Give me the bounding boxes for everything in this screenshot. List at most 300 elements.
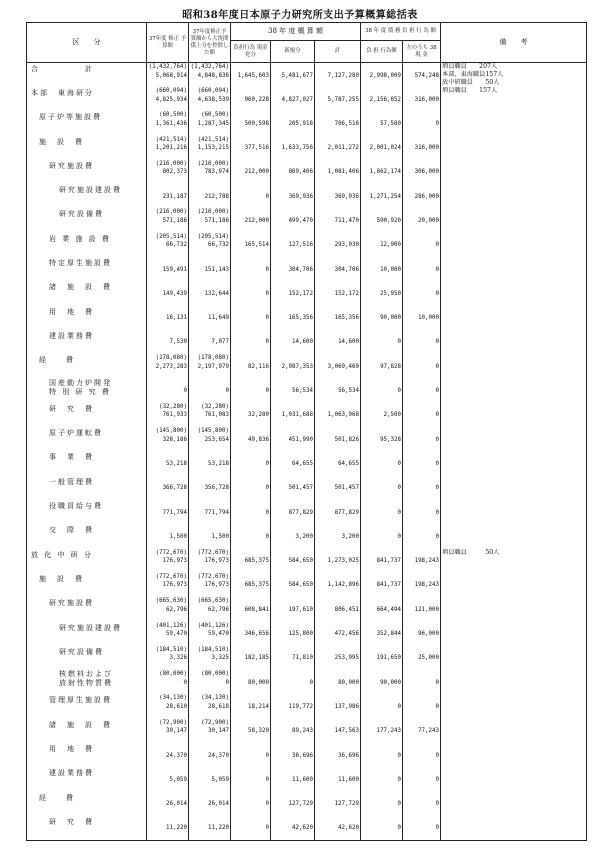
cell-new-portion: 152,172 bbox=[271, 281, 315, 305]
cell-budget37-adjusted: 5,059 bbox=[189, 767, 231, 791]
cell-total: 501,826 bbox=[315, 427, 361, 451]
row-label: 交 際 費 bbox=[27, 524, 147, 548]
cell-of-which-38: 0 bbox=[403, 379, 441, 403]
table-row bbox=[27, 184, 587, 208]
cell-debt-liquidation: 49,836 bbox=[231, 427, 271, 451]
cell-new-portion: 3,200 bbox=[271, 524, 315, 548]
cell-budget37: (216,000) 571,186 bbox=[147, 208, 189, 232]
cell-of-which-38: 316,000 bbox=[403, 136, 441, 160]
cell-budget37: (205,514) 66,732 bbox=[147, 233, 189, 257]
cell-new-portion: 127,729 bbox=[271, 792, 315, 816]
cell-budget37-adjusted: 132,644 bbox=[189, 281, 231, 305]
cell-debt-liquidation: 212,000 bbox=[231, 208, 271, 232]
cell-debt-amount: 2,998,009 bbox=[361, 63, 403, 88]
cell-new-portion: 197,610 bbox=[271, 597, 315, 621]
table-row bbox=[27, 87, 587, 111]
cell-debt-liquidation: 18,214 bbox=[231, 694, 271, 718]
cell-new-portion: 501,457 bbox=[271, 476, 315, 500]
cell-budget37: (32,280) 761,933 bbox=[147, 403, 189, 427]
header-budget37: 37年度 修正 予算額 bbox=[147, 23, 189, 63]
row-label: 用 地 費 bbox=[27, 306, 147, 330]
cell-budget37-adjusted: 0 bbox=[189, 379, 231, 403]
table-row bbox=[27, 719, 587, 743]
row-label: 核燃料および 放射性物質費 bbox=[27, 670, 147, 694]
cell-budget37: 11,220 bbox=[147, 816, 189, 840]
cell-of-which-38: 0 bbox=[403, 354, 441, 378]
cell-debt-amount: 177,243 bbox=[361, 719, 403, 743]
cell-debt-liquidation: 377,516 bbox=[231, 136, 271, 160]
cell-budget37: 24,370 bbox=[147, 743, 189, 767]
cell-budget37-adjusted: 151,143 bbox=[189, 257, 231, 281]
table-row bbox=[27, 160, 587, 184]
row-label: 研究施設費 bbox=[27, 597, 147, 621]
cell-of-which-38: 286,000 bbox=[403, 184, 441, 208]
cell-total: 706,516 bbox=[315, 111, 361, 135]
cell-total: 2,011,272 bbox=[315, 136, 361, 160]
cell-debt-amount: 0 bbox=[361, 743, 403, 767]
cell-debt-liquidation: 58,320 bbox=[231, 719, 271, 743]
cell-budget37-adjusted: (665,630) 62,796 bbox=[189, 597, 231, 621]
table-row bbox=[27, 330, 587, 354]
cell-debt-amount: 191,650 bbox=[361, 646, 403, 670]
cell-total: 806,451 bbox=[315, 597, 361, 621]
cell-budget37-adjusted: (216,000) 783,974 bbox=[189, 160, 231, 184]
cell-budget37-adjusted: 11,649 bbox=[189, 306, 231, 330]
cell-remarks bbox=[441, 160, 587, 184]
cell-debt-liquidation: 165,514 bbox=[231, 233, 271, 257]
cell-new-portion: 304,706 bbox=[271, 257, 315, 281]
cell-of-which-38: 96,000 bbox=[403, 622, 441, 646]
cell-of-which-38: 0 bbox=[403, 500, 441, 524]
cell-new-portion: 2,987,353 bbox=[271, 354, 315, 378]
header-total: 計 bbox=[315, 41, 361, 63]
cell-budget37: 366,728 bbox=[147, 476, 189, 500]
header-debt-amount: 負 担 行為額 bbox=[361, 41, 403, 63]
cell-budget37: (401,126) 59,470 bbox=[147, 622, 189, 646]
row-label: 研究設備費 bbox=[27, 646, 147, 670]
cell-budget37: 149,439 bbox=[147, 281, 189, 305]
table-row bbox=[27, 208, 587, 232]
cell-debt-amount: 57,580 bbox=[361, 111, 403, 135]
row-label: 建設業務費 bbox=[27, 330, 147, 354]
cell-new-portion: 584,650 bbox=[271, 573, 315, 597]
cell-debt-liquidation: 32,280 bbox=[231, 403, 271, 427]
table-row bbox=[27, 646, 587, 670]
row-label: 事 業 費 bbox=[27, 451, 147, 475]
cell-debt-liquidation: 0 bbox=[231, 306, 271, 330]
cell-total: 1,142,896 bbox=[315, 573, 361, 597]
cell-budget37-adjusted: 771,794 bbox=[189, 500, 231, 524]
cell-total: 36,696 bbox=[315, 743, 361, 767]
row-label: 原子炉等施設費 bbox=[27, 111, 147, 135]
cell-debt-liquidation: 182,185 bbox=[231, 646, 271, 670]
table-row bbox=[27, 816, 587, 840]
cell-budget37-adjusted: 356,728 bbox=[189, 476, 231, 500]
cell-of-which-38: 0 bbox=[403, 816, 441, 840]
cell-total: 152,172 bbox=[315, 281, 361, 305]
cell-budget37: 0 bbox=[147, 379, 189, 403]
cell-debt-amount: 664,494 bbox=[361, 597, 403, 621]
cell-of-which-38: 0 bbox=[403, 743, 441, 767]
cell-budget37-adjusted: (184,510) 3,325 bbox=[189, 646, 231, 670]
budget-table bbox=[26, 22, 587, 841]
cell-debt-amount: 0 bbox=[361, 792, 403, 816]
cell-debt-amount: 0 bbox=[361, 767, 403, 791]
cell-budget37-adjusted: (1,432,764) 4,848,836 bbox=[189, 63, 231, 88]
cell-budget37: 159,491 bbox=[147, 257, 189, 281]
cell-new-portion: 4,827,027 bbox=[271, 87, 315, 111]
cell-debt-liquidation: 685,375 bbox=[231, 573, 271, 597]
cell-remarks bbox=[441, 451, 587, 475]
cell-remarks bbox=[441, 767, 587, 791]
cell-debt-amount: 0 bbox=[361, 330, 403, 354]
cell-remarks bbox=[441, 646, 587, 670]
cell-total: 293,030 bbox=[315, 233, 361, 257]
row-label: 役職員給与費 bbox=[27, 500, 147, 524]
cell-debt-amount: 841,737 bbox=[361, 549, 403, 573]
cell-new-portion: 869,406 bbox=[271, 160, 315, 184]
row-label: 研 究 費 bbox=[27, 403, 147, 427]
cell-total: 3,069,469 bbox=[315, 354, 361, 378]
cell-budget37: 1,500 bbox=[147, 524, 189, 548]
cell-new-portion: 0 bbox=[271, 670, 315, 694]
cell-budget37: (178,080) 2,273,283 bbox=[147, 354, 189, 378]
cell-of-which-38: 20,000 bbox=[403, 208, 441, 232]
cell-budget37: (60,500) 1,361,436 bbox=[147, 111, 189, 135]
cell-of-which-38: 0 bbox=[403, 233, 441, 257]
cell-remarks bbox=[441, 743, 587, 767]
cell-budget37: (772,670) 176,973 bbox=[147, 573, 189, 597]
cell-total: 7,127,280 bbox=[315, 63, 361, 88]
cell-total: 1,063,968 bbox=[315, 403, 361, 427]
table-row bbox=[27, 500, 587, 524]
cell-debt-amount: 2,156,852 bbox=[361, 87, 403, 111]
cell-debt-liquidation: 608,841 bbox=[231, 597, 271, 621]
cell-debt-amount: 12,900 bbox=[361, 233, 403, 257]
cell-new-portion: 877,829 bbox=[271, 500, 315, 524]
row-label: 諸 施 設 費 bbox=[27, 719, 147, 743]
cell-remarks bbox=[441, 792, 587, 816]
cell-new-portion: 1,633,756 bbox=[271, 136, 315, 160]
cell-debt-liquidation: 80,000 bbox=[231, 670, 271, 694]
row-label: 諸 施 設 費 bbox=[27, 281, 147, 305]
cell-debt-amount: 90,000 bbox=[361, 670, 403, 694]
cell-remarks bbox=[441, 719, 587, 743]
cell-debt-liquidation: 0 bbox=[231, 767, 271, 791]
cell-budget37: 771,794 bbox=[147, 500, 189, 524]
cell-remarks bbox=[441, 281, 587, 305]
cell-debt-liquidation: 212,000 bbox=[231, 160, 271, 184]
cell-new-portion: 584,650 bbox=[271, 549, 315, 573]
cell-remarks bbox=[441, 500, 587, 524]
cell-debt-liquidation: 0 bbox=[231, 816, 271, 840]
row-label: 原子炉運転費 bbox=[27, 427, 147, 451]
cell-new-portion: 125,800 bbox=[271, 622, 315, 646]
cell-debt-liquidation: 82,116 bbox=[231, 354, 271, 378]
cell-debt-amount: 10,000 bbox=[361, 257, 403, 281]
cell-of-which-38: 0 bbox=[403, 767, 441, 791]
cell-budget37-adjusted: 24,370 bbox=[189, 743, 231, 767]
table-row bbox=[27, 63, 587, 88]
cell-total: 56,534 bbox=[315, 379, 361, 403]
table-row bbox=[27, 670, 587, 694]
row-label: 国産動力炉開発 特 別 研 究 費 bbox=[27, 379, 147, 403]
cell-of-which-38: 0 bbox=[403, 670, 441, 694]
cell-debt-amount: 0 bbox=[361, 694, 403, 718]
cell-debt-liquidation: 0 bbox=[231, 476, 271, 500]
cell-of-which-38: 0 bbox=[403, 427, 441, 451]
cell-new-portion: 127,516 bbox=[271, 233, 315, 257]
cell-of-which-38: 0 bbox=[403, 281, 441, 305]
cell-remarks bbox=[441, 136, 587, 160]
cell-of-which-38: 0 bbox=[403, 111, 441, 135]
cell-debt-liquidation: 0 bbox=[231, 281, 271, 305]
cell-new-portion: 499,470 bbox=[271, 208, 315, 232]
cell-budget37: (421,514) 1,201,216 bbox=[147, 136, 189, 160]
cell-budget37: 7,530 bbox=[147, 330, 189, 354]
table-row bbox=[27, 111, 587, 135]
cell-of-which-38: 0 bbox=[403, 792, 441, 816]
cell-debt-liquidation: 960,228 bbox=[231, 87, 271, 111]
cell-total: 127,729 bbox=[315, 792, 361, 816]
cell-total: 253,995 bbox=[315, 646, 361, 670]
cell-budget37: 53,218 bbox=[147, 451, 189, 475]
cell-debt-liquidation: 0 bbox=[231, 184, 271, 208]
cell-remarks bbox=[441, 233, 587, 257]
table-row bbox=[27, 281, 587, 305]
row-label: 経 費 bbox=[27, 354, 147, 378]
row-label: 特定厚生施設費 bbox=[27, 257, 147, 281]
cell-budget37-adjusted: 212,788 bbox=[189, 184, 231, 208]
cell-debt-liquidation: 0 bbox=[231, 330, 271, 354]
table-row bbox=[27, 694, 587, 718]
cell-remarks: 増員職員 157人 bbox=[441, 87, 587, 111]
cell-debt-amount: 25,950 bbox=[361, 281, 403, 305]
header-budget37-adjusted: 37年度修正予算額から大洗関係上分を控除した額 bbox=[189, 23, 231, 63]
cell-total: 42,620 bbox=[315, 816, 361, 840]
cell-debt-amount: 0 bbox=[361, 476, 403, 500]
row-label: 本部 東海研分 bbox=[27, 87, 147, 111]
header-remarks: 備 考 bbox=[441, 23, 587, 63]
cell-new-portion: 5,481,677 bbox=[271, 63, 315, 88]
cell-remarks bbox=[441, 208, 587, 232]
cell-new-portion: 11,600 bbox=[271, 767, 315, 791]
table-row bbox=[27, 573, 587, 597]
cell-debt-amount: 0 bbox=[361, 524, 403, 548]
cell-new-portion: 89,243 bbox=[271, 719, 315, 743]
table-row bbox=[27, 792, 587, 816]
cell-new-portion: 119,772 bbox=[271, 694, 315, 718]
cell-budget37: (660,094) 4,825,934 bbox=[147, 87, 189, 111]
cell-budget37-adjusted: (205,514) 66,732 bbox=[189, 233, 231, 257]
table-row bbox=[27, 524, 587, 548]
table-row bbox=[27, 476, 587, 500]
header-category: 区 分 bbox=[27, 23, 147, 63]
cell-total: 137,986 bbox=[315, 694, 361, 718]
cell-remarks bbox=[441, 524, 587, 548]
table-row bbox=[27, 379, 587, 403]
cell-total: 711,470 bbox=[315, 208, 361, 232]
cell-remarks bbox=[441, 597, 587, 621]
cell-budget37-adjusted: 7,077 bbox=[189, 330, 231, 354]
cell-debt-amount: 2,001,024 bbox=[361, 136, 403, 160]
cell-debt-amount: 1,862,174 bbox=[361, 160, 403, 184]
cell-budget37: (1,432,764) 5,068,914 bbox=[147, 63, 189, 88]
header-debt-group: 38 年 度 債 務 負 担 行 為 額 bbox=[361, 23, 441, 41]
cell-debt-amount: 0 bbox=[361, 451, 403, 475]
table-row bbox=[27, 306, 587, 330]
header-debt-liquidation: 負担行為 現金化分 bbox=[231, 41, 271, 63]
cell-total: 5,787,255 bbox=[315, 87, 361, 111]
cell-budget37-adjusted: (421,514) 1,153,215 bbox=[189, 136, 231, 160]
cell-debt-amount: 0 bbox=[361, 500, 403, 524]
cell-budget37-adjusted: (772,670) 176,973 bbox=[189, 573, 231, 597]
row-label: 管理厚生施設費 bbox=[27, 694, 147, 718]
cell-of-which-38: 0 bbox=[403, 524, 441, 548]
cell-remarks bbox=[441, 427, 587, 451]
cell-total: 1,273,025 bbox=[315, 549, 361, 573]
cell-of-which-38: 574,248 bbox=[403, 63, 441, 88]
cell-new-portion: 1,031,688 bbox=[271, 403, 315, 427]
cell-total: 11,600 bbox=[315, 767, 361, 791]
row-label: 研究施設費 bbox=[27, 160, 147, 184]
header-new-portion: 新規分 bbox=[271, 41, 315, 63]
row-label: 施 設 費 bbox=[27, 573, 147, 597]
table-row bbox=[27, 743, 587, 767]
cell-new-portion: 14,600 bbox=[271, 330, 315, 354]
cell-budget37-adjusted: (32,280) 761,083 bbox=[189, 403, 231, 427]
cell-budget37: 5,059 bbox=[147, 767, 189, 791]
cell-budget37-adjusted: (34,130) 28,618 bbox=[189, 694, 231, 718]
cell-total: 501,457 bbox=[315, 476, 361, 500]
header-of-which-38: 左のうち 38 現 金 bbox=[403, 41, 441, 63]
row-label: 施 設 費 bbox=[27, 136, 147, 160]
cell-debt-liquidation: 0 bbox=[231, 524, 271, 548]
cell-remarks bbox=[441, 379, 587, 403]
cell-budget37-adjusted: 11,220 bbox=[189, 816, 231, 840]
table-row bbox=[27, 451, 587, 475]
cell-new-portion: 36,696 bbox=[271, 743, 315, 767]
cell-remarks bbox=[441, 403, 587, 427]
row-label: 研 究 費 bbox=[27, 816, 147, 840]
table-row bbox=[27, 403, 587, 427]
cell-total: 80,000 bbox=[315, 670, 361, 694]
cell-budget37-adjusted: (80,000) 0 bbox=[189, 670, 231, 694]
cell-debt-liquidation: 0 bbox=[231, 379, 271, 403]
cell-debt-amount: 352,844 bbox=[361, 622, 403, 646]
cell-remarks bbox=[441, 111, 587, 135]
cell-debt-liquidation: 1,645,603 bbox=[231, 63, 271, 88]
cell-budget37: (80,000) 0 bbox=[147, 670, 189, 694]
cell-remarks bbox=[441, 476, 587, 500]
cell-debt-liquidation: 0 bbox=[231, 451, 271, 475]
cell-debt-amount: 1,271,254 bbox=[361, 184, 403, 208]
cell-debt-amount: 0 bbox=[361, 816, 403, 840]
cell-total: 14,600 bbox=[315, 330, 361, 354]
cell-budget37: (216,000) 802,373 bbox=[147, 160, 189, 184]
table-row bbox=[27, 597, 587, 621]
cell-remarks bbox=[441, 670, 587, 694]
cell-of-which-38: 0 bbox=[403, 694, 441, 718]
cell-total: 165,356 bbox=[315, 306, 361, 330]
cell-remarks: 増員職員 50人 bbox=[441, 549, 587, 573]
cell-budget37: 26,014 bbox=[147, 792, 189, 816]
cell-of-which-38: 0 bbox=[403, 451, 441, 475]
cell-budget37: (145,800) 328,186 bbox=[147, 427, 189, 451]
cell-new-portion: 205,918 bbox=[271, 111, 315, 135]
page-title: 昭和38年度日本原子力研究所支出予算概算総括表 bbox=[182, 10, 418, 21]
row-label: 研究施設建設費 bbox=[27, 622, 147, 646]
cell-of-which-38: 0 bbox=[403, 330, 441, 354]
row-label: 合 計 bbox=[27, 63, 147, 88]
cell-of-which-38: 0 bbox=[403, 403, 441, 427]
cell-budget37-adjusted: (60,500) 1,287,345 bbox=[189, 111, 231, 135]
cell-budget37-adjusted: (660,094) 4,638,539 bbox=[189, 87, 231, 111]
row-label: 岩 業 施 設 費 bbox=[27, 233, 147, 257]
table-row bbox=[27, 136, 587, 160]
cell-remarks bbox=[441, 306, 587, 330]
cell-of-which-38: 121,000 bbox=[403, 597, 441, 621]
row-label: 一般管理費 bbox=[27, 476, 147, 500]
cell-debt-liquidation: 0 bbox=[231, 257, 271, 281]
cell-budget37: 231,187 bbox=[147, 184, 189, 208]
cell-of-which-38: 25,000 bbox=[403, 646, 441, 670]
cell-budget37-adjusted: (216,000) 571,186 bbox=[189, 208, 231, 232]
cell-budget37: (72,900) 30,147 bbox=[147, 719, 189, 743]
row-label: 建設業務費 bbox=[27, 767, 147, 791]
cell-debt-liquidation: 0 bbox=[231, 743, 271, 767]
table-row bbox=[27, 767, 587, 791]
cell-budget37: 16,131 bbox=[147, 306, 189, 330]
cell-total: 877,829 bbox=[315, 500, 361, 524]
cell-budget37: (665,630) 62,796 bbox=[147, 597, 189, 621]
cell-remarks bbox=[441, 573, 587, 597]
cell-total: 1,081,406 bbox=[315, 160, 361, 184]
cell-debt-liquidation: 0 bbox=[231, 500, 271, 524]
cell-of-which-38: 0 bbox=[403, 476, 441, 500]
cell-debt-amount: 2,500 bbox=[361, 403, 403, 427]
table-row bbox=[27, 354, 587, 378]
cell-budget37-adjusted: (772,670) 176,973 bbox=[189, 549, 231, 573]
table-row bbox=[27, 622, 587, 646]
row-label: 放 化 中 研 分 bbox=[27, 549, 147, 573]
cell-total: 3,200 bbox=[315, 524, 361, 548]
cell-of-which-38: 198,243 bbox=[403, 573, 441, 597]
cell-debt-amount: 90,000 bbox=[361, 306, 403, 330]
cell-remarks bbox=[441, 330, 587, 354]
cell-new-portion: 56,534 bbox=[271, 379, 315, 403]
cell-new-portion: 42,620 bbox=[271, 816, 315, 840]
cell-remarks: 増員職員 207人 本部、東海職員157人 放中研職員 50人 bbox=[441, 63, 587, 88]
row-label: 用 地 費 bbox=[27, 743, 147, 767]
cell-total: 472,456 bbox=[315, 622, 361, 646]
cell-remarks bbox=[441, 694, 587, 718]
cell-budget37-adjusted: (145,800) 253,654 bbox=[189, 427, 231, 451]
cell-budget37-adjusted: 26,014 bbox=[189, 792, 231, 816]
cell-remarks bbox=[441, 622, 587, 646]
cell-budget37-adjusted: (401,126) 59,470 bbox=[189, 622, 231, 646]
cell-new-portion: 369,936 bbox=[271, 184, 315, 208]
row-label: 研究設備費 bbox=[27, 208, 147, 232]
table-row bbox=[27, 257, 587, 281]
cell-budget37: (184,510) 3,326 bbox=[147, 646, 189, 670]
cell-new-portion: 451,990 bbox=[271, 427, 315, 451]
budget-table-body bbox=[27, 63, 587, 841]
cell-debt-amount: 590,920 bbox=[361, 208, 403, 232]
cell-remarks bbox=[441, 257, 587, 281]
header-budget38-group: 38 年 度 概 算 額 bbox=[231, 23, 361, 41]
cell-of-which-38: 316,000 bbox=[403, 87, 441, 111]
